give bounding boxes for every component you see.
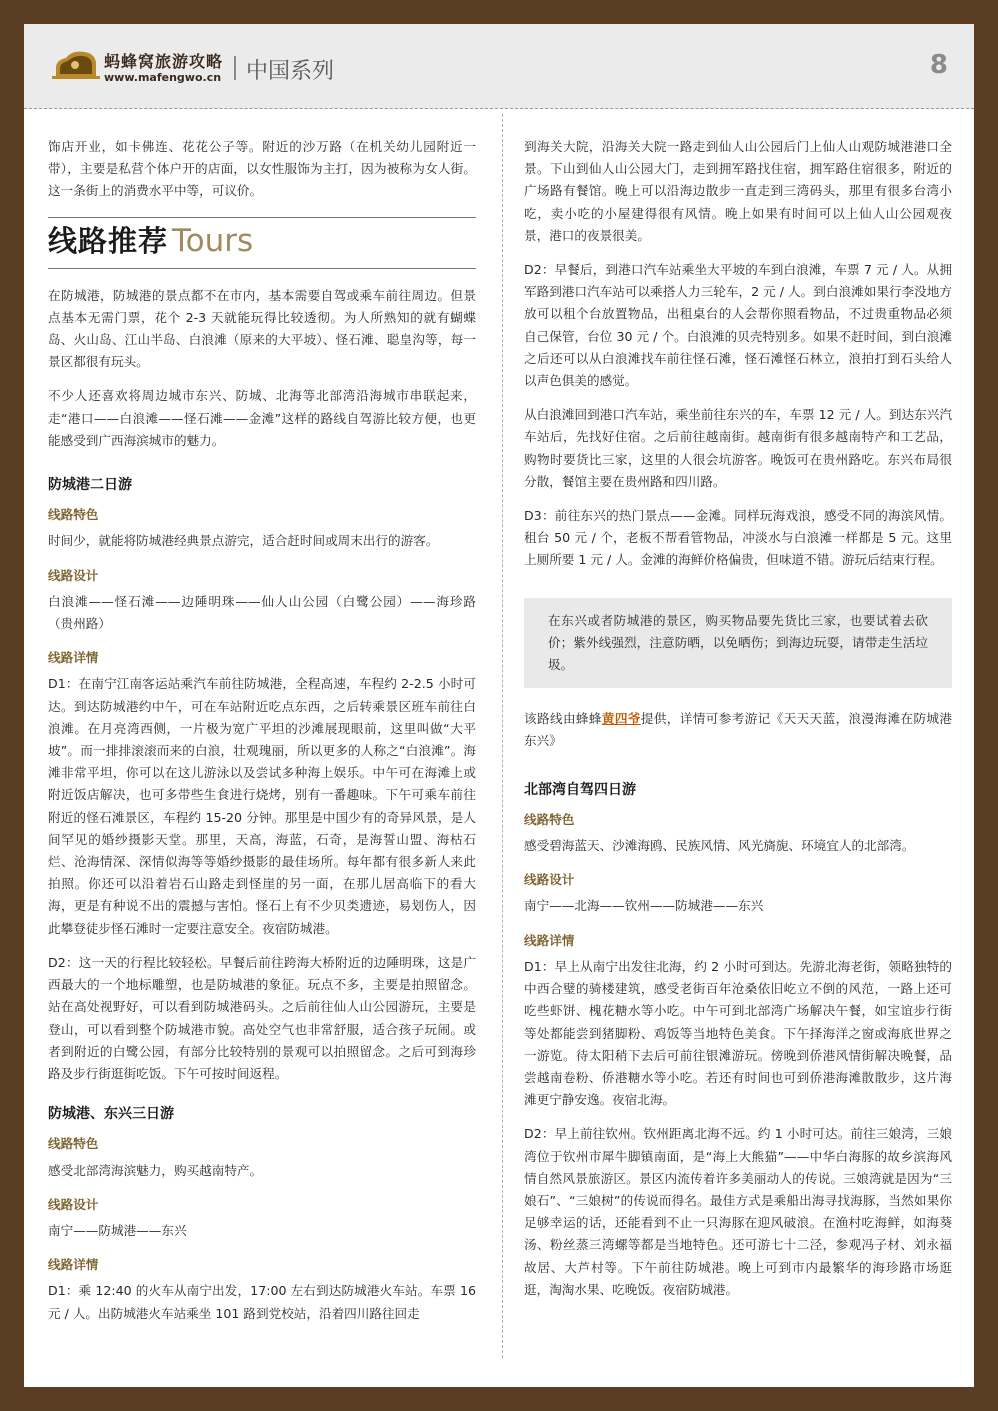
- author-link[interactable]: 黄四爷: [601, 711, 641, 727]
- page: [24, 24, 974, 1387]
- route-feature-label: 线路特色: [524, 811, 575, 827]
- credit-suffix: 提供，详情可参考游记《天天天蓝，浪漫海滩在防城港东兴》: [524, 711, 953, 749]
- route-feature: 感受北部湾海滨魅力，购买越南特产。: [48, 1162, 263, 1178]
- route-design-label: 线路设计: [48, 567, 99, 583]
- header-separator: [234, 56, 236, 80]
- continued-paragraph: 到海关大院，沿海关大院一路走到仙人山公园后门上仙人山观防城港港口全景。下山到仙人山公园大门，走到拥军路找住宿，拥军路住宿很多，附近的广场路有餐馆。晚上可以沿海边散步一直走到三湾码头，那里有很多台湾小吃，卖小吃的小屋建得很有风情。晚上如果有时间可以上仙人山公园观夜景，港口的夜景很美。: [524, 139, 952, 243]
- page-number: 8: [929, 50, 948, 80]
- route-feature-label: 线路特色: [48, 1136, 99, 1152]
- route-day-1: D1：早上从南宁出发往北海，约 2 小时可到达。先游北海老街，领略独特的中西合璧的骑楼建筑，感受老街百年沧桑依旧屹立不倒的风范，一路上还可吃些虾饼、槐花糖水等小吃。中午可到北部湾广场解决午餐，如宝谊步行街等处都能尝到猪脚粉、鸡饭等当地特色美食。下午择海洋之窗或海底世界之一游览。待太阳稍下去后可前往银滩游玩。傍晚到侨港风情街解决晚餐，品尝越南卷粉、侨港糖水等小吃。若还有时间也可到侨港海滩散散步，这片海滩更宁静安逸。夜宿北海。: [524, 958, 952, 1108]
- route-day-3: D3：前往东兴的热门景点——金滩。同样玩海戏浪，感受不同的海滨风情。租台 50 元 / 个，老板不帮看管物品，冲淡水与白浪滩一样都是 5 元。这里上厕所要 1 元 / 人。金滩的海鲜价格偏贵，但味道不错。游玩后结束行程。: [524, 508, 952, 568]
- section-heading-cn: 线路推荐: [48, 223, 169, 258]
- route-title-fcg-2day: 防城港二日游: [48, 477, 132, 494]
- route-detail-label: 线路详情: [48, 1257, 99, 1273]
- tip-text: 在东兴或者防城港的景区，购买物品要先货比三家，也要试着去砍价；紫外线强烈，注意防晒，以免晒伤；到海边玩耍，请带走生活垃圾。: [548, 612, 928, 673]
- route-detail-label: 线路详情: [48, 650, 99, 666]
- route-feature: 感受碧海蓝天、沙滩海鸥、民族风情、风光旖旎、环境宜人的北部湾。: [524, 838, 915, 854]
- route-day-1: D1：乘 12:40 的火车从南宁出发，17:00 左右到达防城港火车站。车票 16 元 / 人。出防城港火车站乘坐 101 路到党校站，沿着四川路往回走: [48, 1283, 476, 1321]
- brand-url: www.mafengwo.cn: [104, 71, 222, 84]
- route-design-label: 线路设计: [524, 872, 575, 888]
- route-detail-label: 线路详情: [524, 932, 575, 948]
- route-paragraph: 从白浪滩回到港口汽车站，乘坐前往东兴的车，车票 12 元 / 人。到达东兴汽车站后，先找好住宿。之后前往越南街。越南街有很多越南特产和工艺品，购物时要货比三家，这里的人很会坑游客。晚饭可在贵州路吃。东兴布局很分散，餐馆主要在贵州路和四川路。: [524, 407, 952, 489]
- series-title: 中国系列: [246, 59, 335, 84]
- route-day-2: D2：早上前往钦州。钦州距离北海不远。约 1 小时可达。前往三娘湾，三娘湾位于钦州市犀牛脚镇南面，是“海上大熊猫”——中华白海豚的故乡滨海风情自然风景旅游区。景区内流传着许多美丽动人的传说。三娘湾就是因为“三娘石”、“三娘树”的传说而得名。最佳方式是乘船出海寻找海豚，当然如果你足够幸运的话，还能看到不止一只海豚在迎风破浪。在渔村吃海鲜，如海葵汤、粉丝蒸三湾螺等都是当地特色。还可游七十二泾，参观冯子材、刘永福故居、大芦村等。下午前往防城港。晚上可到市内最繁华的海珍路市场逛逛，淘淘水果、吃晚饭。夜宿防城港。: [524, 1126, 952, 1297]
- section-heading: [48, 217, 476, 269]
- route-feature: 时间少，就能将防城港经典景点游完，适合赶时间或周末出行的游客。: [48, 533, 439, 549]
- column-divider: [502, 114, 503, 1358]
- page-header: [24, 24, 974, 109]
- intro-paragraph: 饰店开业，如卡佛连、花花公子等。附近的沙万路（在机关幼儿园附近一带），主要是私营个体户开的店面，以女性服饰为主打，因为被称为女人街。这一条街上的消费水平中等，可议价。: [48, 139, 476, 199]
- route-title-bbw-4day: 北部湾自驾四日游: [524, 781, 636, 798]
- route-feature-label: 线路特色: [48, 507, 99, 523]
- section-heading-en: Tours: [172, 222, 254, 259]
- route-credit: [524, 708, 952, 752]
- brand-block: [104, 53, 223, 84]
- route-title-fcg-dx-3day: 防城港、东兴三日游: [48, 1106, 174, 1123]
- route-design: 南宁——防城港——东兴: [48, 1222, 187, 1238]
- route-design: 白浪滩——怪石滩——边陲明珠——仙人山公园（白鹭公园）——海珍路（贵州路）: [48, 593, 476, 632]
- route-day-2: D2：这一天的行程比较轻松。早餐后前往跨海大桥附近的边陲明珠，这是广西最大的一个地标雕塑，也是防城港的象征。玩点不多，主要是拍照留念。站在高处视野好，可以看到防城港码头。之后前往仙人山公园游玩，主要是登山，可以看到整个防城港市貌。高处空气也非常舒服，适合孩子玩闹。或者到附近的白鹭公园，有部分比较特别的景观可以拍照留念。之后可到海珍路及步行街逛街吃饭。下午可按时间返程。: [48, 954, 476, 1081]
- route-design-label: 线路设计: [48, 1196, 99, 1212]
- route-day-1: D1：在南宁江南客运站乘汽车前往防城港，全程高速，车程约 2-2.5 小时可达。到达防城港约中午，可在车站附近吃点东西，之后转乘景区班车前往白浪滩。在月亮湾西侧，一片极为宽广平坦的沙滩展现眼前，这里叫做“大平坡”。而一排排滚滚而来的白浪，壮观瑰丽，所以更多的人称之“白浪滩”。海滩非常平坦，你可以在这儿游泳以及尝试多种海上娱乐。中午可在海滩上或附近饭店解决，也可多带些生食进行烧烤，别有一番趣味。下午可乘车前往附近的怪石滩景区，车程约 15-20 分钟。那里是中国少有的奇异风景，是人间罕见的婚纱摄影天堂。那里，天高，海蓝，石奇，是海誓山盟、海枯石烂、沧海情深、深情似海等等婚纱摄影的最佳场所。每年都有很多新人来此拍照。你还可以沿着岩石山路走到怪崖的另一面，在那儿居高临下的看大海，更是有种说不出的震撼与害怕。怪石上有不少贝类遗迹，易划伤人，因此攀登徒步怪石滩时一定要注意安全。夜宿防城港。: [48, 676, 476, 936]
- right-column: [524, 136, 952, 1313]
- route-design: 南宁——北海——钦州——防城港——东兴: [524, 898, 764, 914]
- tip-box: [524, 598, 952, 689]
- tours-paragraph-2: 不少人还喜欢将周边城市东兴、防城、北海等北部湾沿海城市串联起来，走“港口——白浪滩——怪石滩——金滩”这样的路线自驾游比较方便，也更能感受到广西海滨城市的魅力。: [48, 388, 476, 448]
- left-column: [48, 136, 476, 1337]
- tours-paragraph-1: 在防城港，防城港的景点都不在市内，基本需要自驾或乘车前往周边。但景点基本无需门票，花个 2-3 天就能玩得比较透彻。为人所熟知的就有蝴蝶岛、火山岛、江山半岛、白浪滩（原来的大平坡）、怪石滩、聪皇沟等，每一景区都很有玩头。: [48, 287, 476, 370]
- brand-name: 蚂蜂窝旅游攻略: [104, 52, 224, 71]
- mafengwo-logo-icon: [50, 46, 102, 84]
- credit-prefix: 该路线由蜂蜂: [524, 711, 602, 727]
- route-day-2: D2：早餐后，到港口汽车站乘坐大平坡的车到白浪滩，车票 7 元 / 人。从拥军路到港口汽车站可以乘搭人力三轮车，2 元 / 人。到白浪滩如果行李没地方放可以租个台放置物品，出租桌台的人会帮你照看物品，不过贵重物品必须自己保管，台位 30 元 / 个。白浪滩的贝壳特别多。如果不赶时间，到白浪滩之后还可以从白浪滩找车前往怪石滩，怪石滩怪石林立，浪拍打到石头给人以声色俱美的感觉。: [524, 262, 952, 389]
